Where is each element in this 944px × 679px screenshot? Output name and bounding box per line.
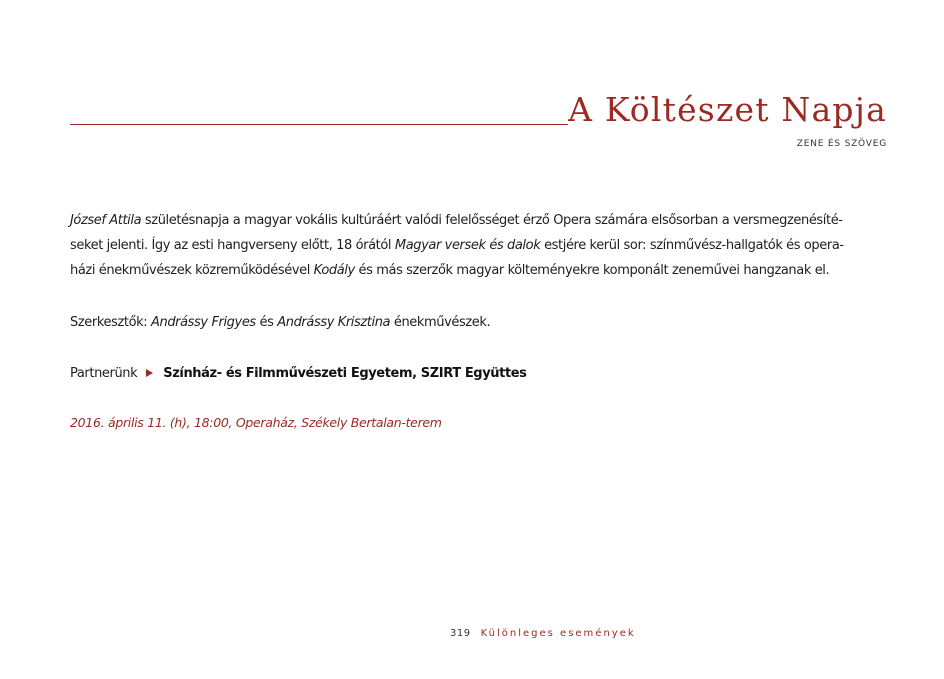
editors-conjunction: és — [255, 315, 278, 330]
section-name: Különleges események — [480, 628, 636, 639]
intro-line-3 — [70, 258, 880, 283]
intro-text: születésnapja a magyar vokális kultúráért valódi felelősséget érző Opera számára elsősorban a versmegzenésíté- — [141, 213, 843, 228]
partner-line — [70, 361, 527, 386]
poet-name: József Attila — [70, 213, 142, 228]
intro-text: és más szerzők magyar költeményekre komponált zeneművei hangzanak el. — [354, 263, 830, 278]
page-number: 319 — [450, 628, 471, 639]
page-footer — [450, 627, 636, 641]
composer-name: Kodály — [313, 263, 355, 278]
editor-name-1: Andrássy Frigyes — [150, 315, 256, 330]
intro-line-2 — [70, 233, 880, 258]
program-title: Magyar versek és dalok — [394, 238, 541, 253]
intro-text: estjére kerül sor: színművész-hallgatók és opera- — [540, 238, 844, 253]
partner-label: Partnerünk — [70, 366, 138, 381]
editor-name-2: Andrássy Krisztina — [277, 315, 391, 330]
partner-name: Színház- és Filmművészeti Egyetem, SZIRT Együttes — [163, 366, 527, 381]
editors-role: énekművészek. — [390, 315, 491, 330]
editors-label: Szerkesztők: — [70, 315, 151, 330]
intro-line-1 — [70, 208, 880, 233]
event-datetime: 2016. április 11. (h), 18:00, Operaház, Székely Bertalan-terem — [70, 415, 442, 430]
title-rule — [70, 124, 568, 125]
intro-text: seket jelenti. Így az esti hangverseny előtt, 18 órától — [70, 238, 395, 253]
page-title: A Költészet Napja — [568, 90, 887, 129]
page-subtitle: ZENE ÉS SZÖVEG — [796, 139, 887, 149]
play-arrow-icon — [146, 369, 153, 377]
intro-text: házi énekművészek közreműködésével — [70, 263, 314, 278]
intro-paragraph — [70, 208, 880, 283]
editors-line — [70, 310, 490, 335]
